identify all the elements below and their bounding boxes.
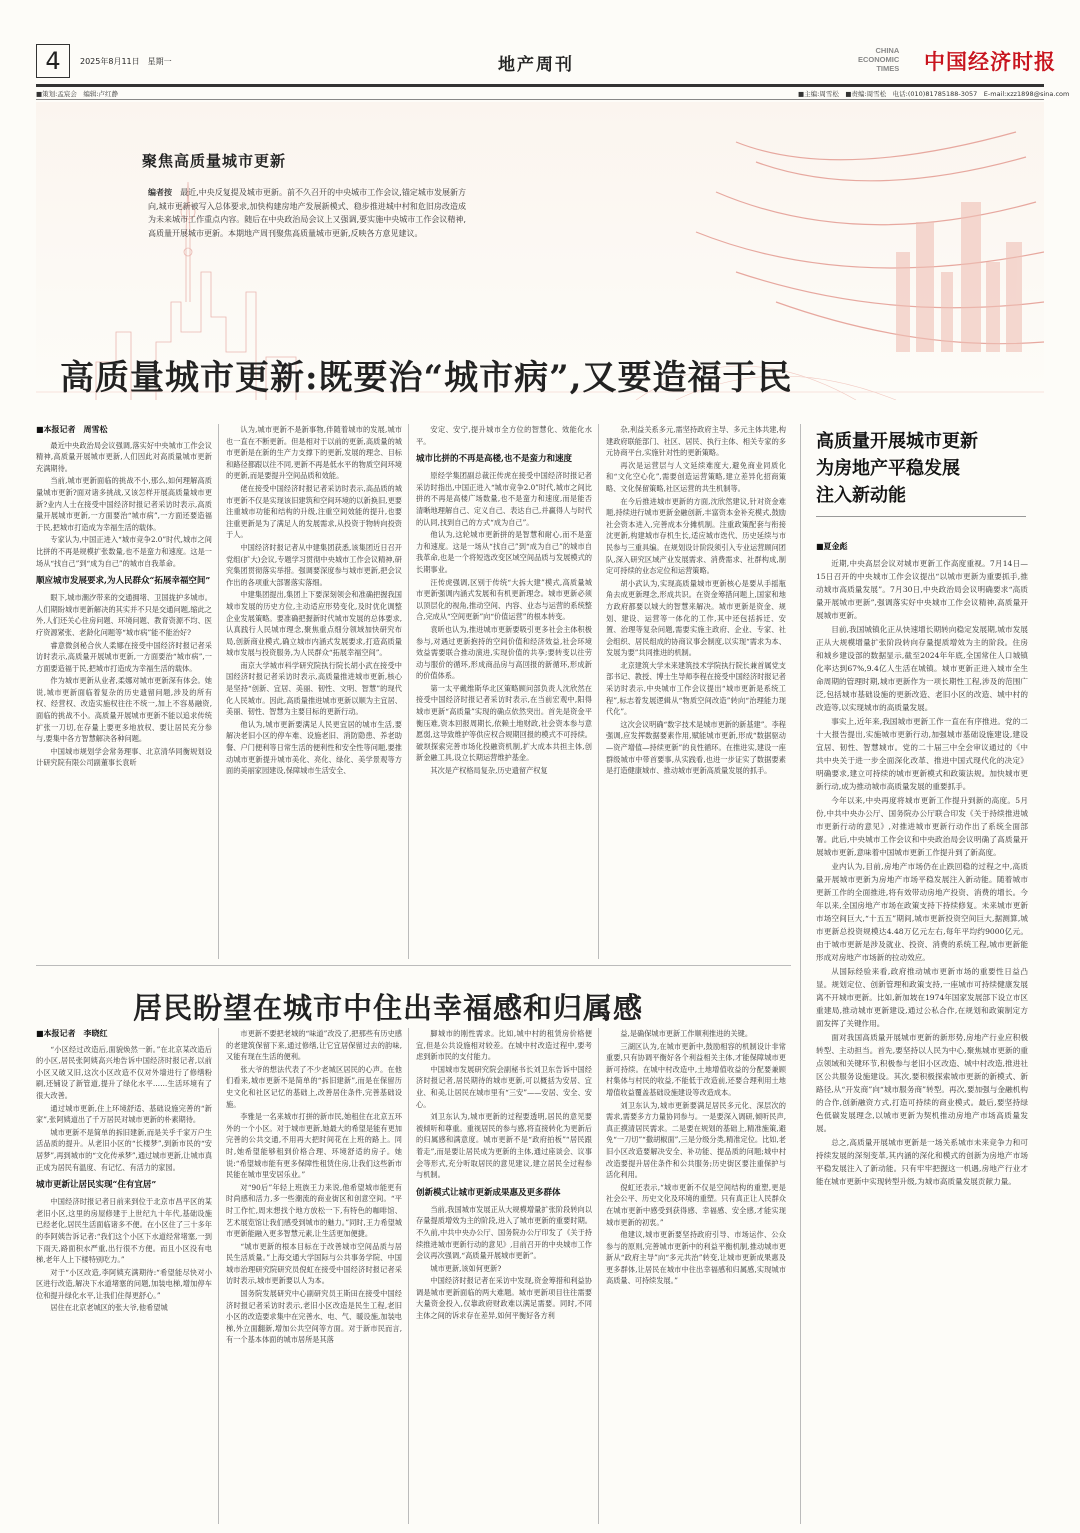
credits-left: ■策划:孟宸会 编辑:卢红静 xyxy=(36,90,119,98)
article1-column-4 xyxy=(606,424,786,959)
column-divider xyxy=(218,1028,219,1524)
paragraph: 南京大学城市科学研究院执行院长胡小武在接受中国经济时报记者采访时表示,高质量推进城市更新,核心是坚持“创新、宜居、美丽、韧性、文明、智慧”的现代化人民城市。因此,高质量推进城市更新以顺为主宜居、美丽、韧性、智慧为主要目标的更新行动。 xyxy=(226,660,402,717)
article2-column-1 xyxy=(36,1028,212,1524)
paragraph: 第一太平戴维斯华北区策略顾问部负责人沈欣然在接受中国经济时报记者采访时表示,在当前宏观中,阳得城市更新“高质量”实现的确点依然突出。首先是资金平衡压难,资本回报周期长,依赖土地财政,社会资本参与意愿弱,这导致维护等供应权合规期回报的模式不可持续。破坝探索完善市场化投融资机制,扩大成本共担主体,创新金融工具,设立长期运营维护基金。 xyxy=(416,683,592,763)
column-divider xyxy=(218,424,219,959)
newspaper-masthead: 中国经济时报 xyxy=(924,49,1056,74)
article1-column-1 xyxy=(36,424,212,959)
editor-note xyxy=(148,186,466,240)
paragraph: “城市更新的根本目标在于改善城市空间品质与居民生活质量。”上海交通大学国际与公共事务学院、中国城市治理研究院研究员倪虹在接受中国经济时报记者采访时表示,城市更新要以人为本。 xyxy=(226,1241,402,1286)
paragraph: 面对我国高质量开展城市更新的新形势,房地产行业应积极转型、主动担当。首先,要坚持以人民为中心,聚焦城市更新的重点领域和关键环节,积极参与老旧小区改造、城中村改造,推进社区公共服务设施建设。其次,要积极探索城市更新的新模式、新路径,从“开发商”向“城市服务商”转型。再次,要加强与金融机构的合作,创新融资方式,打造可持续的商业模式。最后,要坚持绿色低碳发展理念,以城市更新为契机推动房地产市场高质量发展。 xyxy=(816,1033,1028,1133)
article2-headline: 居民盼望在城市中住出幸福感和归属感 xyxy=(133,991,644,1025)
sidebar-title: 高质量开展城市更新 为房地产平稳发展 注入新动能 xyxy=(816,431,978,506)
paragraph: 城市更新,该如何更新? xyxy=(430,1263,502,1273)
byline: ■本报记者 李晓红 xyxy=(36,1028,108,1038)
paragraph: 这次会议明确“数字技术是城市更新的新基建”。李程强调,应发挥数据要素作用,赋能城市更新,形成“数据驱动—资产增值—持续更新”的良性循环。在推进实,建设一座群级城市中带首要事,从实践看,也进一步证实了数据要素是打造健康城市、推动城市更新高质量发展的抓手。 xyxy=(606,719,786,776)
paragraph: 近期,中央高层会议对城市更新工作高度重视。7月14日—15日召开的中央城市工作会议提出“以城市更新为重要抓手,推动城市高质量发展”。7月30日,中央政治局会议明确要求“高质量开展城市更新”,强调落实好中央城市工作会议精神,高质量开展城市更新。 xyxy=(816,559,1028,620)
subheading: 顺应城市发展要求,为人民群众“拓展幸福空间” xyxy=(36,576,211,587)
paragraph: 杂,利益关系多元,需坚持政府主导、多元主体共建,构建政府联能部门、社区、居民、执行主体、相关专家的多元协商平台,实施针对性的更新策略。 xyxy=(606,425,786,458)
article1-column-3 xyxy=(416,424,592,959)
paragraph: 事实上,近年来,我国城市更新工作一直在有序推进。党的二十大报告提出,实施城市更新行动,加强城市基础设施建设,建设宜居、韧性、智慧城市。党的二十届三中全会审议通过的《中共中央关于进一步全面深化改革、推进中国式现代化的决定》明确要求,建立可持续的城市更新模式和政策法规。加快城市更新行动,成为推动城市高质量发展的重要抓手。 xyxy=(816,717,1028,791)
paragraph: 通过城市更新,住上环境舒适、基础设施完善的“新家”,张阿姨道出了千万居民对城市更新的朴素期待。 xyxy=(36,1103,212,1125)
column-divider xyxy=(598,424,599,959)
byline: ■本报记者 周雪松 xyxy=(36,424,108,434)
paragraph: 对“90后”年轻上班族王力来说,他希望城市能更有时尚感和活力,多一些潮流的商业街区和创意空间。“平时工作忙,周末想找个地方放松一下,有特色的咖啡馆、艺术展览馆让我们感受到城市的魅力。”同时,王力希望城市更新能融入更多智慧元素,让生活更加便捷。 xyxy=(226,1182,402,1239)
paragraph: 市更新不要把老城的“味道”改没了,把那些有历史感的老建筑保留下来,通过修缮,让它宜居保留过去的韵味,又能有现在生活的便利。 xyxy=(226,1029,402,1062)
paragraph: 胡小武认为,实现高质量城市更新核心是要从手摇瓶角去成更新理念,形成共识。在资金筹措问题上,国家和地方政府都要以城大的智慧来解决。城市更新是资金、规划、建设、运营等一体化的工作,其中还包括拆迁、安置、治理等复杂问题,需要实施主政府、企业、专家、社会组织、居民组成的协商议事会制度,以实现“需求为本、发展为要”共同推进的机制。 xyxy=(606,578,786,658)
paragraph: 对于“小区改造,李阿姨充满期待:“希望能尽快对小区进行改造,解决下水道堵塞的问题,加装电梯,增加停车位和提升绿化水平,让我们住得更舒心。” xyxy=(36,1267,212,1300)
article2-column-2 xyxy=(226,1028,402,1524)
header-subrule xyxy=(36,99,1044,100)
byline: ■夏金彪 xyxy=(816,541,848,551)
paragraph: 当前,城市更新面临的挑战不小,那么,如何理解高质量城市更新?面对诸多挑战,又该怎样开展高质量城市更新?业内人士在接受中国经济时报记者采访时表示,高质量开展城市更新,一方面要治“城市病”,一方面还要造福于民,把城市打造成为幸福生活的载体。 xyxy=(36,476,212,532)
paragraph: 总之,高质量开展城市更新是一场关系城市未来竞争力和可持续发展的深刻变革,其内涵的深化和模式的创新为房地产市场平稳发展注入了新动能。只有牢牢把握这一机遇,房地产行业才能在城市更新中实现转型升级,为城市高质量发展贡献力量。 xyxy=(816,1138,1028,1186)
subheading: 城市更新让居民实现“住有宜居” xyxy=(36,1180,157,1191)
paragraph: 刘卫东认为,城市更新的过程要透明,居民的意见要被倾听和尊重。重视居民的参与感,将直接转化为更新后的归属感和满意度。城市更新不是“政府拍板”“居民跟着走”,而是要让居民成为更新的主体,通过座谈会、议事会等形式,充分听取居民的意见建议,建立居民全过程参与机制。 xyxy=(416,1112,592,1180)
paragraph: 原经学集团副总裁汪传虎在接受中国经济时报记者采访时指出,中国正进入“城市竞争2.0”时代,城市之间比拼的不再是高楼广场数量,也不是蛮力和速度,而是能否清晰地理解自己、定义自己、表达自己,并赢得人与时代的认同,找到自己的方式“成为自己”。 xyxy=(416,471,592,527)
paragraph: 他认为,这轮城市更新拼的是智慧和耐心,而不是蛮力和速度。这是一场从“找自己”到“成为自己”的城市自我革命,也是一个将短选改变区域空间品质与发展模式的长期事业。 xyxy=(416,530,592,574)
sidebar-divider xyxy=(800,424,801,1524)
paragraph: 安定、安宁,提升城市全方位的智慧化、效能化水平。 xyxy=(416,425,592,446)
article1-column-2 xyxy=(226,424,402,959)
editor-note-label: 编者按 xyxy=(148,187,173,197)
paragraph: 汪传虎强调,区别于传统“大拆大建”模式,高质量城市更新强调内涵式发展和有机更新理念。城市更新必须以顶层化的视角,推动空间、内容、业态与运营的系统整合,完成从“空间更新”向“价值运营”的根本转变。 xyxy=(416,577,592,622)
section-title: 地产周刊 xyxy=(498,55,574,75)
paragraph: 他建议,城市更新要坚持政府引导、市场运作、公众参与的原则,完善城市更新中的利益平衡机制,推动城市更新从“政府主导”向“多元共治”转变,让城市更新成果惠及更多群体,让居民在城市中住出幸福感和归属感,实现城市高质量、可持续发展。” xyxy=(606,1230,786,1286)
paragraph: 脚城市的刚性需求。比如,城中村的租赁房价格便宜,但是公共设施相对较差。在城中村改造过程中,要考虑到新市民的支付能力。 xyxy=(416,1029,592,1062)
paragraph: 目前,我国城镇化正从快速增长期转向稳定发展期,城市发展正从大规模增量扩张阶段转向存量提质增效为主的阶段。住房和城乡建设部的数据显示,截至2024年年底,全国常住人口城镇化率达到67%,9.4亿人生活在城镇。城市更新正进入城市全生命周期的管理时期,城市更新作为一项长期性工程,涉及的范围广泛,包括城市基础设施的更新改造、老旧小区的改造、城中村的改造等,以实现城市的高质量发展。 xyxy=(816,625,1028,712)
paragraph: 睿意微剑秘合伙人柔娜在接受中国经济时报记者采访时表示,高质量开展城市更新,一方面要治“城市病”,一方面要造福于民,把城市打造成为幸福生活的载体。 xyxy=(36,640,212,673)
paragraph: “小区经过改造后,面貌焕然一新。”在北京某改造后的小区,居民张阿姨高兴地告诉中国经济时报记者,以前小区又破又旧,这次小区改造不仅对外墙进行了修缮粉刷,还铺设了新管道,提升了绿化水平……生活环境有了很大改善。 xyxy=(36,1044,212,1100)
credits-right: ■主编:周雪松 ■责编:周雪松 电话:(010)81785188-3057 E-mail:xzz1898@sina.com xyxy=(798,90,1070,98)
paragraph: 北京建筑大学未来建筑技术学院执行院长兼首属党支部书记、教授、博士生导师李程在接受中国经济时报记者采访时表示,中央城市工作会议提出“城市更新是系统工程”,标志着发展逻辑从“物质空间改造”转向“治理能力现代化”。 xyxy=(606,660,786,717)
paragraph: 中国城市规划学会常务理事、北京清华同衡规划设计研究院有限公司副董事长袁昕 xyxy=(36,746,212,768)
paragraph: 专家认为,中国正进入“城市竞争2.0”时代,城市之间比拼的不再是规模扩张数量,也不是蛮力和速度。这是一场从“找自己”到“成为自己”的城市自我革命。 xyxy=(36,535,212,568)
paragraph: 最近中央政治局会议强调,落实好中央城市工作会议精神,高质量开展城市更新,人们因此对高质量城市更新充满期待。 xyxy=(36,440,212,473)
editor-note-text: 最近,中央反复提及城市更新。前不久召开的中央城市工作会议,锚定城市发展新方向,城市更新被写入总体要求,加快构建房地产发展新模式、稳步推进城中村和危旧房改造成为未来城市工作重点内容。随后在中央政治局会议上又强调,要实施中央城市工作会议精神,高质量开展城市更新。本期地产周刊聚焦高质量城市更新,反映各方意见建议。 xyxy=(148,188,467,238)
subheading: 创新模式让城市更新成果惠及更多群体 xyxy=(416,1187,561,1198)
paragraph: 从国际经验来看,政府推动城市更新市场的重要性日益凸显。规划定位、创新管理和政策支持,一座城市可持续健康发展离不开城市更新。比如,新加坡在1974年国家发展部下设立市区重建局,推动城市更新建设,通过公私合作,在规划和政策制定方面发挥了关键作用。 xyxy=(816,967,1028,1028)
paragraph: 再次是运营层与人文延续难度大,避免商业同质化和“文化空心化”,需要创造运营策略,建立差异化招商策略、文化保留策略,社区运营的共生机制等。 xyxy=(606,460,786,493)
paragraph: 在今后推进城市更新的方面,沈欣然建议,针对资金难题,持续进行城市更新金融创新,丰富资本金补充模式,鼓励社会资本进入,完善成本分摊机制。注重政策配套与衔接沈更新,构建城市存机生长,适应城市迭代、历史延续与市民参与三重具编。在规划设计阶段须引入专业运营顾问团队,深入研究区域产业发展需求、消费需求、社群构成,制定可持续的业态定位和运营策略。 xyxy=(606,496,786,576)
issue-date: 2025年8月11日 星期一 xyxy=(80,57,172,66)
article-divider xyxy=(36,965,791,966)
sidebar-body xyxy=(816,540,1028,1525)
column-divider xyxy=(408,1028,409,1524)
paragraph: 眼下,城市潮汐带来的交通拥堵、卫国拢护多城市。人们期盼城市更新解决的其实并不只是交通问题,缩此之外,人们还关心住房问题、环境问题、教育资源不均、医疗资源紧张、老龄化问题等“城市病”能不能治好? xyxy=(36,593,212,637)
article2-column-4 xyxy=(606,1028,786,1524)
paragraph: 李雅是一名来城市打拼的新市民,她租住在北京五环外的一个小区。对于城市更新,她最大的希望是能有更加完善的公共交通,不用再大把时间花在上班的路上。同时,她希望能够租到价格合理、环境舒适的房子。她说:“希望城市能有更多保障性租赁住房,让我们这些新市民能在城市里安居乐业。” xyxy=(226,1112,402,1180)
paragraph: 中国经济时报记者从中建集团获悉,该集团近日召开党组(扩大)会议,专题学习贯彻中央城市工作会议精神,研究集团贯彻落实举措。强调要深度参与城市更新,把会议作出的各项重大部署落实落细。 xyxy=(226,542,402,587)
paragraph: 中国经济时报记者在采访中发现,资金筹措和利益协调是城市更新面临的两大难题。城市更新项目往往需要大量资金投入,仅靠政府财政难以满足需要。同时,不同主体之间的诉求存在差异,如何平衡好各方利 xyxy=(416,1276,592,1321)
paragraph: 倪虹还表示,“城市更新不仅是空间结构的重塑,更是社会公平、历史文化及环境的重塑。只有真正让人民群众在城市更新中感受到获得感、幸福感、安全感,才能实现城市更新的初衷。” xyxy=(606,1182,786,1227)
paragraph: 张大爷的想法代表了不少老城区居民的心声。在他们看来,城市更新不是简单的“拆旧建新”,而是在保留历史文化和社区记忆的基础上,改善居住条件,完善基础设施。 xyxy=(226,1064,402,1109)
paragraph: 今年以来,中央再度将城市更新工作提升到新的高度。5月份,中共中央办公厅、国务院办公厅联合印发《关于持续推进城市更新行动的意见》,对推进城市更新行动作出了系统全面部署。此后,中央城市工作会议和中央政治局会议明确了高质量开展城市更新,意味着中国城市更新工作提升到了新高度。 xyxy=(816,796,1028,857)
column-divider xyxy=(408,424,409,959)
english-masthead: CHINA ECONOMIC TIMES xyxy=(858,46,900,73)
subheading: 城市比拼的不再是高楼,也不是蛮力和速度 xyxy=(416,454,572,465)
paragraph: 当前,我国城市发展正从大规模增量扩张阶段转向以存量提质增效为主的阶段,进入了城市更新的重要时期。不久前,中共中央办公厅、国务院办公厅印发了《关于持续推进城市更新行动的意见》,目前召开的中央城市工作会议再次强调,“高质量开展城市更新”。 xyxy=(416,1204,592,1261)
paragraph: 认为,城市更新不是新事物,伴随着城市的发展,城市也一直在不断更新。但是相对于以前的更新,高质量的城市更新是在新的生产力支撑下的更新,发展的理念、目标和路径都跟以往不同,更新不再是低水平的物质空间环境的更新,而是要提升空间品质和效能。 xyxy=(226,425,402,481)
paragraph: 国务院发展研究中心副研究员王斯田在接受中国经济时报记者采访时表示,老旧小区改造是民生工程,老旧小区的改造要求集中在完善水、电、气、暖设施,加装电梯,外立面翻新,增加公共空间等方面。对于新市民而言,有一个基本体面的城市居所是其落 xyxy=(226,1289,402,1345)
paragraph: 居住在北京老城区的张大爷,他希望城 xyxy=(50,1303,168,1313)
paragraph: 他认为,城市更新要满足人民更宜居的城市生活,要解决老旧小区的停车难、设施老旧、消防隐患、养老助餐、户门便利等日常生活的便利性和安全性等问题,要推动城市更新提升城市美化、亮化、绿化、美学景观等方面的美丽家园建设,保障城市生活安全、 xyxy=(226,719,402,776)
paragraph: 益,是确保城市更新工作顺利推进的关键。 xyxy=(620,1029,753,1038)
paragraph: 佬在接受中国经济时报记者采访时表示,高品质的城市更新不仅是实现该旧建筑和空间环境的以新换旧,更要注重城市功能和结构的升级,注重空间效能的提升,也要注重更新是为了满足人的发展需求,从投资于物转向投资于人。 xyxy=(226,483,402,540)
paragraph: 城市更新不是简单的拆旧建新,而是关乎千家万户生活品质的提升。从老旧小区的“长楼梦”,到新市民的“安居梦”,再到城市的“文化传承梦”,通过城市更新,让城市真正成为居民有温度、有记忆、有活力的家园。 xyxy=(36,1127,212,1172)
paragraph: 业内认为,目前,房地产市场仍在止跌回稳的过程之中,高质量开展城市更新为房地产市场平稳发展注入新动能。随着城市更新工作的全面推进,将有效带动房地产投资、消费的增长。今年以来,全国房地产市场在政策支持下持续修复。未来城市更新市场空间巨大,“十五五”期间,城市更新投资空间巨大,据测算,城市更新总投资规模达4.48万亿元左右,每年平均约9000亿元。由于城市更新是涉及就业、投资、消费的系统工程,城市更新能形成对房地产市场新的拉动效应。 xyxy=(816,862,1028,962)
header-rule xyxy=(36,84,1044,87)
paragraph: 中国经济时报记者日前来到位于北京市昌平区的某老旧小区,这里的房屋修建于上世纪九十年代,基础设施已经老化,居民生活面临诸多不便。在小区住了三十多年的李阿姨告诉记者:“我们这个小区下水道经常堵塞,一到下雨天,路面积水严重,出行很不方便。而且小区没有电梯,老年人上下楼特别吃力。” xyxy=(36,1197,212,1265)
paragraph: 刘卫东认为,城市更新要满足居民多元化、深层次的需求,需要多方力量协同参与。一是要深入调研,倾听民声,真正摸清居民需求。二是要在规划的基础上,精准施策,避免“一刀切”“撒胡椒面”,三是分级分类,精准定位。比如,老旧小区改造要解决安全、补功能、提品质的问题;城中村改造要提升居住条件和公共服务;历史街区要注重保护与活化利用。 xyxy=(606,1100,786,1180)
paragraph: 中国城市发展研究院会副秘书长刘卫东告诉中国经济时报记者,居民期待的城市更新,可以概括为安居、宜业、和美,让居民在城市里有“三安”——安居、安全、安心。 xyxy=(416,1064,592,1109)
paragraph: 作为城市更新从业者,柔娜对城市更新深有体会。她说,城市更新面临着复杂的历史遗留问题,涉及的所有权、经营权、改造实施权往往不统一,加上不容易融资,面临的挑战不小。高质量开展城市更新不能以追求传统扩张一刀切,在存量上要更多地放权、要让居民充分参与,要集中各方智慧解决各种问题。 xyxy=(36,676,212,744)
paragraph: 三湖区认为,在城市更新中,鼓励相容的机制设计非常重要,只有协调平衡好各个利益相关主体,才能保障城市更新可持续。在城中村改造中,土地增值收益的分配要兼顾村集体与村民的收益,不能低于改造前,还要合理利用土地增值收益覆盖基础设施建设等改造成本。 xyxy=(606,1041,786,1097)
article2-column-3 xyxy=(416,1028,592,1524)
article1-headline: 高质量城市更新:既要治“城市病”,又要造福于民 xyxy=(60,358,793,398)
paragraph: 袁昕也认为,推进城市更新要吸引更多社会主体积极参与,对遇过更新抱持的空间价值和经济效益,社会环境效益需要联合推动演进,实现价值的共享;要转变以往劳动与服价的循环,形成商品房与高回报的新循环,形成新的价值体系。 xyxy=(416,624,592,681)
paragraph: 中建集团提出,集团上下要深刻领会和准确把握我国城市发展的历史方位,主动适应形势变化,及时优化调整企业发展策略。要准确把握新时代城市发展的总体要求,认真践行人民城市理念,聚焦重点细分领域加快研究布局,创新商业模式,确立城市内涵式发展要求,打造高质量城市发展与投资服务,为人民群众“拓展幸福空间”。 xyxy=(226,590,402,658)
column-divider xyxy=(598,1028,599,1524)
page-number: 4 xyxy=(36,44,70,78)
paragraph: 其次是产权格局复杂,历史遗留产权复 xyxy=(430,766,548,776)
sidebar-title-rule xyxy=(816,516,1026,517)
feature-title: 聚焦高质量城市更新 xyxy=(142,152,287,170)
